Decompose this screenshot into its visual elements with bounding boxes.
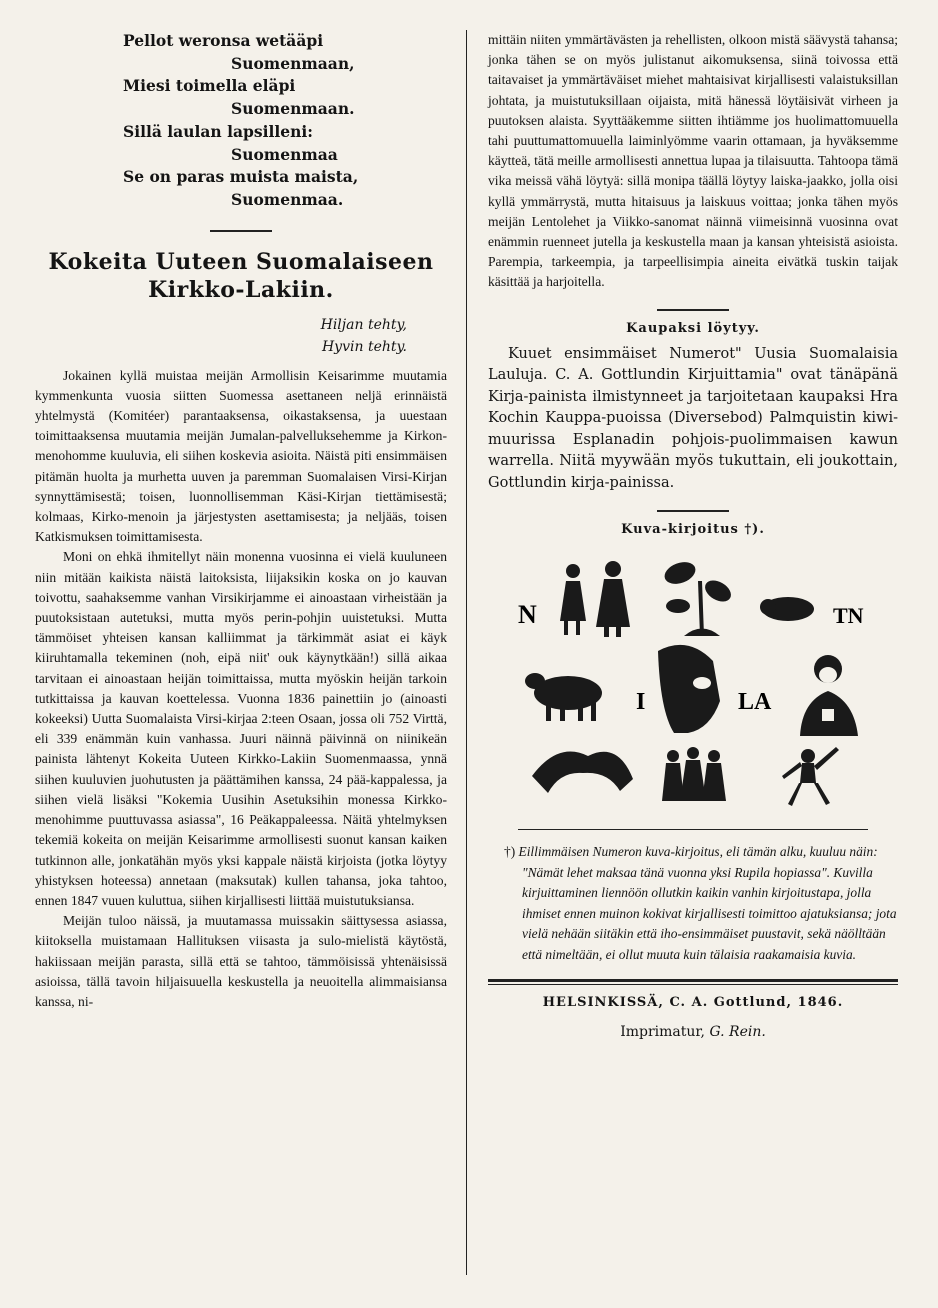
poem-line: Miesi toimella eläpi: [123, 76, 296, 96]
article-title-line2: Kirkko-Lakiin.: [148, 276, 334, 303]
article-continuation: [488, 30, 898, 293]
imprimatur-name: G. Rein.: [709, 1024, 766, 1041]
rebus-illustration: [488, 551, 898, 811]
three-figures-group: [662, 747, 726, 801]
hair-tuft-figure: [760, 597, 814, 621]
article-paragraph-3: Meijän tuloo näissä, ja muutamassa muissakin säittysessa asiassa, kiitoksella muistamaan Hallituksen viisasta ja sulo-mielistä käytöstä, hakiissaan meijän parasta, sillä että se tahtoo, tämmöisissä yhtenäisissä asioissa, tällä tavoin hiljaisuuella keskustella ja neuoitella alimmaisiansa kanssa, ni-: [35, 913, 447, 1009]
bearded-head-figure: [658, 645, 720, 733]
footnote: [504, 842, 898, 965]
rebus-heading: Kuva-kirjoitus †).: [621, 522, 765, 538]
article-title-line1: Kokeita Uuteen Suomalaiseen: [48, 248, 434, 275]
article-body: [35, 366, 447, 1013]
footnote-rule: [518, 829, 868, 830]
imprint: HELSINKISSÄ, C. A. Gottlund, 1846.: [542, 995, 844, 1011]
poem-line: Suomenmaa: [231, 144, 338, 164]
rebus-letter-n: N: [518, 600, 537, 630]
rebus-picture-writing: [488, 551, 898, 811]
poem-line: Suomenmaan,: [231, 53, 355, 73]
continuation-paragraph: mittäin niiten ymmärtävästen ja rehellisten, olkoon mistä säävystä tahansa; jonka tähen se on myös julistanut aikomuksensa, siinä toivossa että taitavaiset ja ymmärtäväiset miehet mahtaisivat kirjallisesti valaistuksillan johtata, ja muistutuksillaan oijaista, mitä hänessä löytäisivät virheen ja puutoksen alaista. Syyttääkemme siitten ihtiämme jos huolimattomuuella tahi puuttumattomuuella laiminlyömme vaarin ottamaan, ja hyväksemme käytteä, tätä meille armollisesti annettua lupaa ja tilaisuutta. Tahtoopa tämä vika meissä vähä löytyä: sillä monipa täällä löytyy laiska-jaakko, jolla oisi kyllä ymmärrystä, mutta hitaisuus ja laiskuus voittaa; jonka tähen myös meijän Lentolehet ja Viikko-sanomat näinnä viimeisinnä vuosinna ovat enämmin ruenneet jutella ja keskustella maan ja kansan yhteisistä asioista. Parempia, tarkeempia, ja tarpeellisimpia aineita eivätkä tuskin taijak käsittää ja harjoitella.: [488, 32, 898, 290]
sprout-plant-figure: [662, 558, 735, 636]
imprint-rule: [488, 979, 898, 985]
section-rule-2: [657, 510, 729, 512]
rebus-letter-tn: TN: [833, 603, 864, 629]
rebus-letter-la: LA: [738, 689, 772, 716]
dancing-man-figure: [782, 747, 839, 806]
imprimatur: [488, 1024, 898, 1040]
two-women-figure: [560, 561, 630, 637]
article-paragraph-1: Jokainen kyllä muistaa meijän Armollisin Keisarimme muutamia kymmenkunta vuosia siitten Suomessa asettaneen neljä erinnäistä yhtelmystä (Komitéer) parantaaksensa, oikastaksensa, ja uuestaan toimittaaksensa muutamia meijän Jumalan-palvelluksehemme ja Kirkon-menohomme kuuluvia, eli siihen koskevia asioita. Näistä piti ensimmäisen pitämän huolta ja murhetta uuven ja paremman Suomalaisen Virsi-Kirjan synnyttämisestä; toisen, luonnollisemman Käsi-Kirjan tiettämisestä; kolmaas, Kirko-menoin ja järjestysten asettamisesta; ja neljääs, toisen Katkismuksen toimittamisesta.: [35, 367, 447, 545]
section-rule: [657, 309, 729, 311]
epigraph-line2: Hyvin tehty.: [321, 338, 407, 355]
poem: [123, 30, 447, 212]
wig-hair-figure: [532, 752, 633, 794]
poem-line: Se on paras muista maista,: [123, 167, 359, 187]
footnote-text: Eillimmäisen Numeron kuva-kirjoitus, eli tämän alku, kuuluu näin: "Nämät lehet maksaa tänä vuonna yksi Rupila hopiassa". Kuvilla kirjuittaminen liennöön ollutkin kaikin vanhin kirjoitustapa, jolla ihmiset ennen muinon kokivat kirjallisesti toimittoo ajatuksiansa; jota vielä nehään siitäkin että iho-ensimmäiset puustavit, sekä näölltään että nimeltään, ei ollut muuta kuin tälaisia raakamaisia kuvia.: [518, 844, 897, 962]
title-rule: [210, 230, 272, 232]
epigraph: [35, 314, 407, 358]
poem-line: Suomenmaan.: [231, 99, 355, 119]
sheep-figure: [525, 673, 602, 721]
imprimatur-label: Imprimatur,: [620, 1024, 705, 1041]
left-column: [35, 30, 447, 1012]
kaupaksi-text: Kuuet ensimmäiset Numerot" Uusia Suomalaisia Lauluja. C. A. Gottlundin Kirjuittamia" ovat tänäpänä Kirja-painista ilmistynneet ja tarjoitetaan kaupaksi Hra Kochin Kauppa-puoissa (Diversebod) Palmquistin kiwi-muurissa Esplanadin pohjois-puolimmaisen kawun warrella. Niitä myywään myös tukuttain, eli joukottain, Gottlundin kirja-painissa.: [488, 345, 898, 491]
rebus-letter-i: I: [636, 689, 646, 716]
footnote-marker: †): [504, 844, 516, 860]
poem-line: Sillä laulan lapsilleni:: [123, 121, 313, 141]
woman-portrait-figure: [800, 655, 858, 736]
column-divider: [466, 30, 467, 1275]
kaupaksi-heading: Kaupaksi löytyy.: [626, 320, 760, 336]
epigraph-line1: Hiljan tehty,: [320, 316, 407, 333]
poem-line: Pellot weronsa wetääpi: [123, 31, 324, 50]
article-paragraph-2: Moni on ehkä ihmitellyt näin monenna vuosinna ei vielä kuuluneen niin mitään kaikista näistä laitoksista, liijaksikin koska on jo kauvan toivottu, saahaksemme vanhan Virsikirjamme ei ainoastaan virheistään ja puutoksistaan autetuksi, mutta myös perin-pohjin uuistetuksi. Mutta tämmöiset yhteisen kansan kalliimmat ja tärkimmät asiat ei käyk kiiruhtamalla tekeminen (noh, eipä niit' ouk käynytkään!) sillä aikaa tarvitaan ei ainoastaan heijän toimittaissa, mutta myöskin heijän tarkoin tutkittaissa ja kauvan koettelessa. Vuonna 1836 painettiin jo (ainoasti kokeeksi) Uutta Suomalaista Virsi-kirjaa 2:teen Osaan, jossa oli 752 Virttä, eli 339 enämmän kuin vanhassa. Juuri näinnä päivinnä on niinikeän painista lähtenyt Kokeita Uuteen Kirkko-Lakiin Suomenmaassa, ynnä siihen kuuluvien juohutusten ja päättämihen kanssa, 24 pää-kappalessa, ja siihen vielä lisäksi "Kokemia Uusihin Asetuksihin monessa Kirkko-menohimme puuttuvassa asiassa", 16 Peäkappaleessa. Näitä yhtelmyksen tekemiä kokeita on meijän Keisarimme armollisesti suonut kansan kaiken tutkinnon alle, jonkatähän myös yksi kappale näistä kirjoista (jotka löytyy yhistyksen hoteessa) annetaan (maksutak) kullen tahansa, joka tahtoo, ennen 1847 vuuen kuluttua, siihen kirjallisesti liittää muistutuksiansa.: [35, 549, 447, 908]
right-column: [488, 30, 898, 1040]
poem-line: Suomenmaa.: [231, 189, 344, 209]
